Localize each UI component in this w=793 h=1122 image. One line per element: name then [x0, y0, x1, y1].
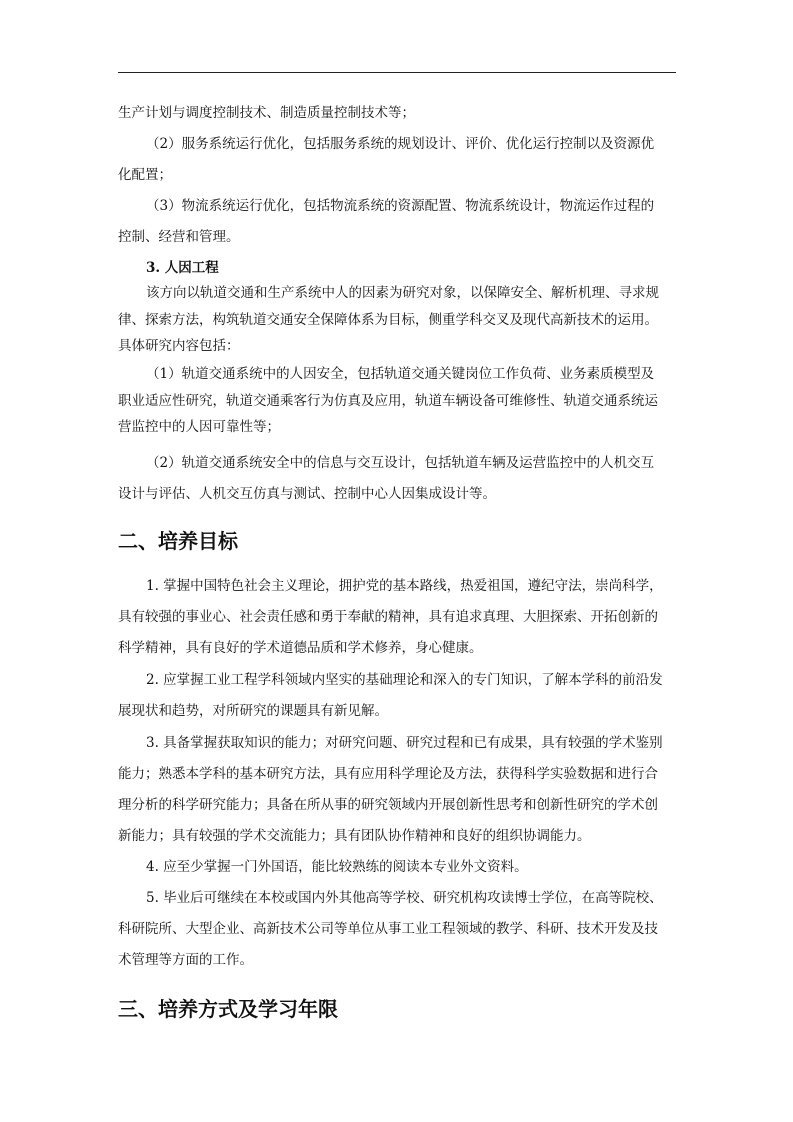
paragraph-line: （2）服务系统运行优化，包括服务系统的规划设计、评价、优化运行控制以及资源优 [146, 136, 655, 152]
paragraph-line: 生产计划与调度控制技术、制造质量控制技术等； [118, 105, 415, 121]
paragraph-line: 设计与评估、人机交互仿真与测试、控制中心人因集成设计等。 [118, 486, 496, 502]
paragraph-line: 化配置； [118, 167, 172, 183]
paragraph-line: 3. 具备掌握获取知识的能力；对研究问题、研究过程和已有成果，具有较强的学术鉴别 [146, 735, 663, 751]
paragraph-line: 科学精神，具有良好的学术道德品质和学术修养，身心健康。 [118, 640, 483, 656]
paragraph-line: 具体研究内容包括： [118, 338, 240, 354]
paragraph-line: 律、探索方法，构筑轨道交通安全保障体系为目标，侧重学科交叉及现代高新技术的运用。 [118, 312, 658, 328]
section-heading-goals: 二、培养目标 [118, 529, 238, 553]
subsection-heading: 3. 人因工程 [146, 260, 219, 276]
paragraph-line: 1. 掌握中国特色社会主义理论，拥护党的基本路线，热爱祖国，遵纪守法，崇尚科学， [146, 578, 663, 594]
paragraph-line: 科研院所、大型企业、高新技术公司等单位从事工业工程领域的教学、科研、技术开发及技 [118, 921, 658, 937]
paragraph-line: 能力；熟悉本学科的基本研究方法，具有应用科学理论及方法，获得科学实验数据和进行合 [118, 766, 658, 782]
paragraph-line: （2）轨道交通系统安全中的信息与交互设计，包括轨道车辆及运营监控中的人机交互 [146, 455, 655, 471]
paragraph-line: （1）轨道交通系统中的人因安全，包括轨道交通关键岗位工作负荷、业务素质模型及 [146, 366, 655, 382]
paragraph-line: 术管理等方面的工作。 [118, 952, 253, 968]
paragraph-line: 2. 应掌握工业工程学科领域内坚实的基础理论和深入的专门知识，了解本学科的前沿发 [146, 672, 663, 688]
paragraph-line: 理分析的科学研究能力；具备在所从事的研究领域内开展创新性思考和创新性研究的学术创 [118, 797, 658, 813]
header-rule [118, 72, 676, 73]
paragraph-line: （3）物流系统运行优化，包括物流系统的资源配置、物流系统设计，物流运作过程的 [146, 198, 655, 214]
section-heading-methods: 三、培养方式及学习年限 [118, 997, 338, 1021]
paragraph-line: 职业适应性研究，轨道交通乘客行为仿真及应用，轨道车辆设备可维修性、轨道交通系统运 [118, 393, 658, 409]
paragraph-line: 展现状和趋势，对所研究的课题具有新见解。 [118, 703, 388, 719]
paragraph-line: 控制、经营和管理。 [118, 229, 240, 245]
paragraph-line: 4. 应至少掌握一门外国语，能比较熟练的阅读本专业外文资料。 [146, 859, 528, 875]
paragraph-line: 营监控中的人因可靠性等； [118, 419, 280, 435]
paragraph-line: 该方向以轨道交通和生产系统中人的因素为研究对象，以保障安全、解析机理、寻求规 [146, 285, 659, 301]
paragraph-line: 新能力；具有较强的学术交流能力；具有团队协作精神和良好的组织协调能力。 [118, 828, 591, 844]
paragraph-line: 具有较强的事业心、社会责任感和勇于奉献的精神，具有追求真理、大胆探索、开拓创新的 [118, 609, 658, 625]
paragraph-line: 5. 毕业后可继续在本校或国内外其他高等学校、研究机构攻读博士学位，在高等院校、 [146, 890, 663, 906]
